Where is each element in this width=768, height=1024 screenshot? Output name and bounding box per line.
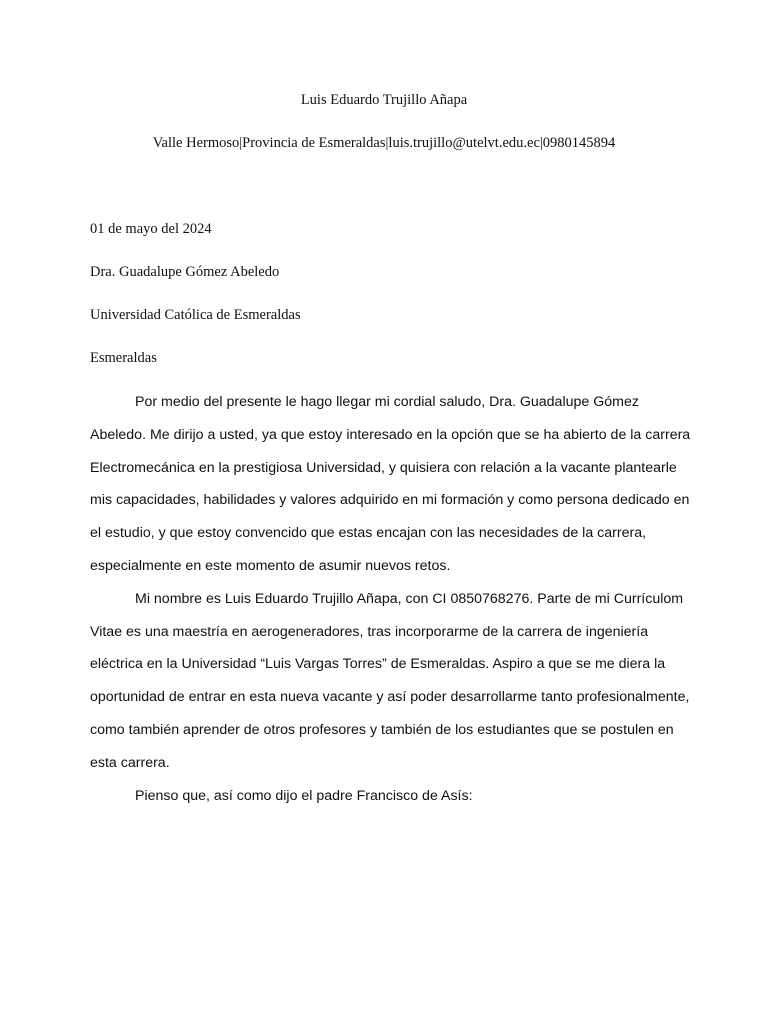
paragraph-line: Pienso que, así como dijo el padre Francisco de Asís: [135, 787, 473, 804]
paragraph-line: esta carrera. [90, 754, 170, 771]
paragraph-line: eléctrica en la Universidad “Luis Vargas Torres” de Esmeraldas. Aspiro a que se me diera la [90, 656, 666, 673]
recipient-name: Dra. Guadalupe Gómez Abeledo [90, 264, 280, 280]
recipient-institution: Universidad Católica de Esmeraldas [90, 307, 301, 323]
paragraph-line: oportunidad de entrar en esta nueva vacante y así poder desarrollarme tanto profesionalmente, [90, 689, 690, 706]
sender-name: Luis Eduardo Trujillo Añapa [300, 92, 468, 108]
letter-body [90, 386, 691, 812]
recipient-city: Esmeraldas [90, 350, 157, 366]
paragraph-line: como también aprender de otros profesores y también de los estudiantes que se postulen en [90, 721, 674, 738]
paragraph-line: el estudio, y que estoy convencido que estas encajan con las necesidades de la carrera, [90, 525, 647, 542]
paragraph [90, 780, 680, 813]
paragraph-line: mis capacidades, habilidades y valores adquirido en mi formación y como persona dedicado en [90, 492, 690, 509]
paragraph-line: Vitae es una maestría en aerogeneradores, tras incorporarme de la carrera de ingeniería [90, 623, 649, 640]
paragraph-line: especialmente en este momento de asumir nuevos retos. [90, 557, 451, 574]
paragraph-line: Por medio del presente le hago llegar mi cordial saludo, Dra. Guadalupe Gómez [135, 394, 639, 410]
paragraph-line: Electromecánica en la prestigiosa Universidad, y quisiera con relación a la vacante plantearle [90, 459, 677, 476]
paragraph [90, 386, 691, 583]
paragraph [90, 583, 690, 780]
letter-date: 01 de mayo del 2024 [90, 221, 212, 237]
paragraph-line: Mi nombre es Luis Eduardo Trujillo Añapa, con CI 0850768276. Parte de mi Currículom [135, 590, 684, 607]
sender-contact: Valle Hermoso|Provincia de Esmeraldas|luis.trujillo@utelvt.edu.ec|0980145894 [152, 135, 616, 151]
paragraph-line: Abeledo. Me dirijo a usted, ya que estoy interesado en la opción que se ha abierto de la carrera [90, 426, 691, 443]
